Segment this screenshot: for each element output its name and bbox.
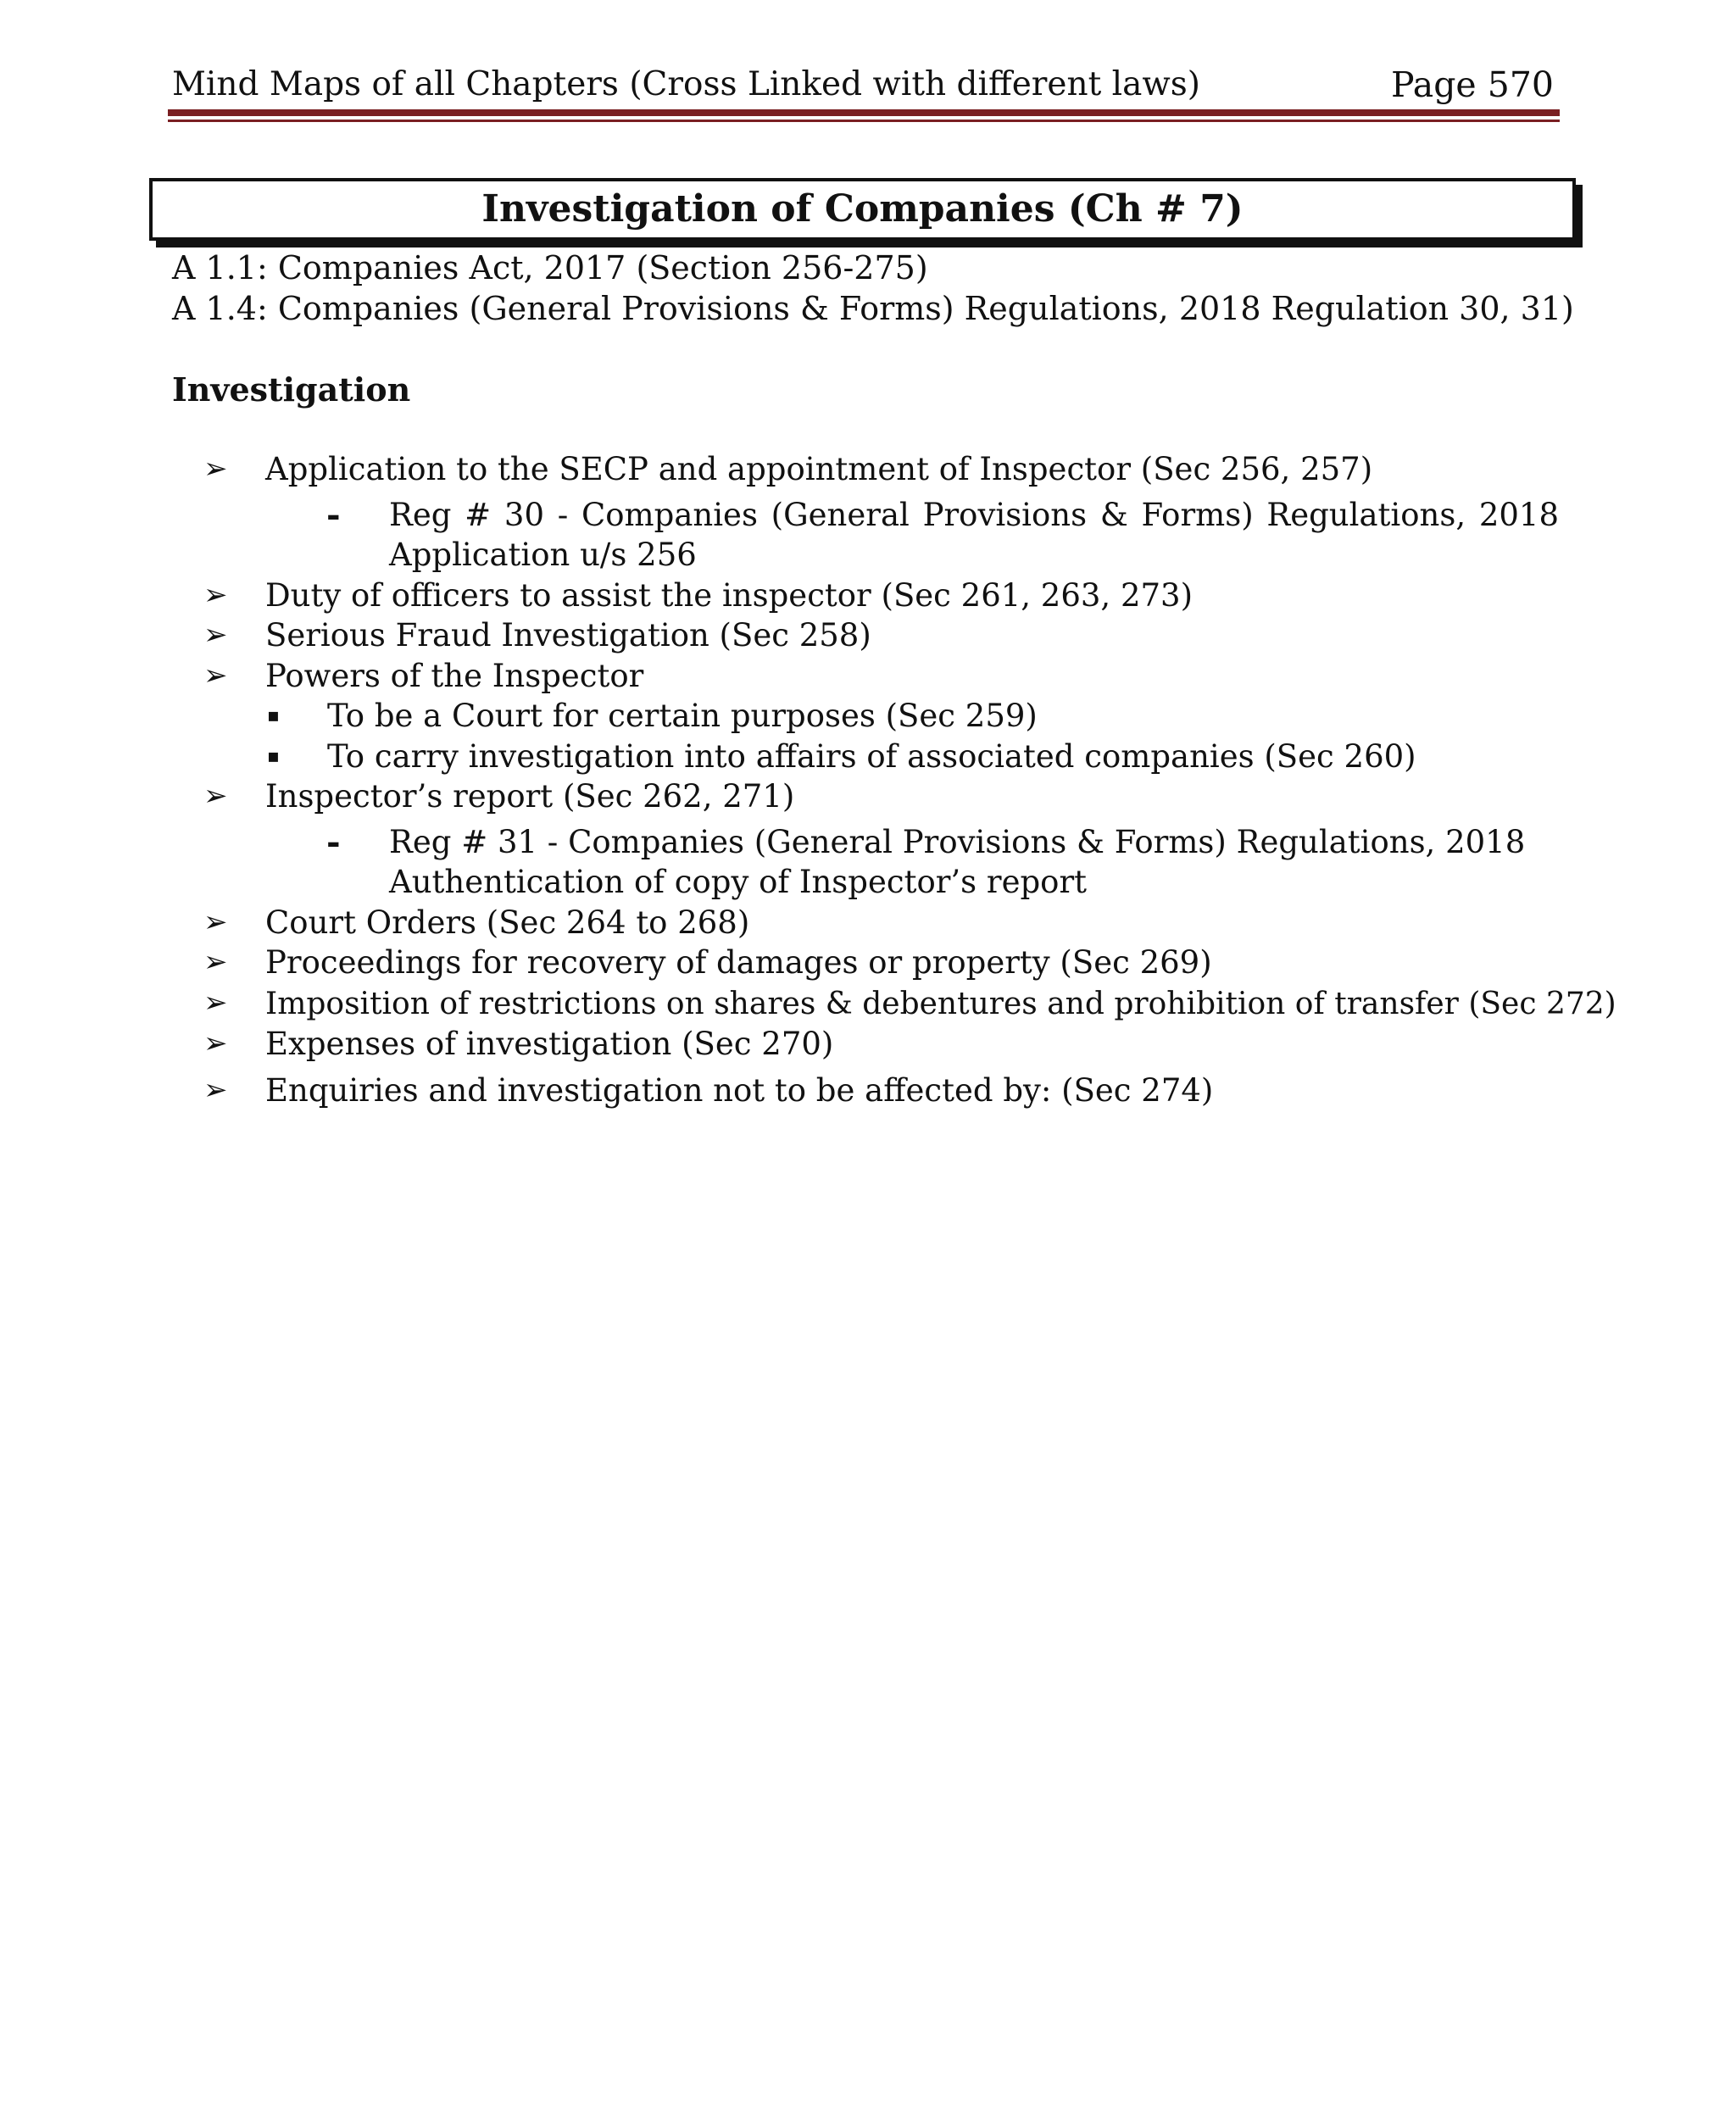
square-bullet-icon: ▪ [267, 705, 280, 726]
arrow-bullet-icon: ➢ [203, 452, 228, 486]
list-item-duty-of-officers [0, 576, 1736, 616]
sub-item-reg-31 [0, 822, 1736, 903]
list-item-inspector-report [0, 776, 1736, 817]
list-item-text: Powers of the Inspector [265, 657, 644, 694]
sub-item-text: To be a Court for certain purposes (Sec 259) [327, 698, 1038, 734]
chapter-title-box [149, 178, 1576, 241]
header-rule [168, 109, 1560, 122]
header-rule-thick [168, 109, 1560, 116]
sub-item-associated-companies [0, 737, 1736, 777]
page-number: Page 570 [1391, 64, 1554, 105]
list-item-text: Court Orders (Sec 264 to 268) [265, 904, 750, 941]
list-item-court-orders [0, 903, 1736, 943]
header-title: Mind Maps of all Chapters (Cross Linked with different laws) [172, 65, 1201, 103]
arrow-bullet-icon: ➢ [203, 1072, 228, 1107]
arrow-bullet-icon: ➢ [203, 618, 228, 652]
list-item-expenses [0, 1024, 1736, 1065]
list-item-text: Duty of officers to assist the inspector (Sec 261, 263, 273) [265, 576, 1194, 614]
list-item-text: Application to the SECP and appointment of Inspector (Sec 256, 257) [265, 451, 1373, 487]
list-item-enquiries [0, 1071, 1736, 1111]
list-item-text: Proceedings for recovery of damages or property (Sec 269) [265, 944, 1212, 981]
sub-item-text: Reg # 30 - Companies (General Provisions & Forms) Regulations, 2018 [389, 496, 1559, 533]
list-item-text: Serious Fraud Investigation (Sec 258) [265, 617, 871, 654]
arrow-bullet-icon: ➢ [203, 985, 228, 1020]
list-item-text: Inspector’s report (Sec 262, 271) [265, 778, 795, 815]
arrow-bullet-icon: ➢ [203, 945, 228, 979]
dash-bullet-icon: - [326, 821, 341, 862]
sub-item-text: Reg # 31 - Companies (General Provisions & Forms) Regulations, 2018 [389, 823, 1526, 860]
header-rule-thin [168, 120, 1560, 122]
section-heading: Investigation [172, 370, 411, 409]
list-item-text: Imposition of restrictions on shares & debentures and prohibition of transfer (Sec 272) [265, 986, 1616, 1021]
sub-item-text: To carry investigation into affairs of associated companies (Sec 260) [327, 737, 1416, 775]
list-item-restrictions [0, 983, 1736, 1025]
arrow-bullet-icon: ➢ [203, 779, 228, 813]
list-item-text: Expenses of investigation (Sec 270) [265, 1026, 834, 1062]
square-bullet-icon: ▪ [267, 745, 280, 767]
reference-regulations: A 1.4: Companies (General Provisions & Forms) Regulations, 2018 Regulation 30, 31) [172, 290, 1574, 327]
references [172, 248, 1574, 329]
sub-item-court [0, 696, 1736, 737]
page-header [172, 61, 1554, 112]
list-item-serious-fraud [0, 615, 1736, 656]
sub-item-text-continued: Authentication of copy of Inspector’s report [389, 864, 1088, 900]
arrow-bullet-icon: ➢ [203, 658, 228, 692]
arrow-bullet-icon: ➢ [203, 1026, 228, 1060]
sub-item-text-continued: Application u/s 256 [389, 537, 697, 573]
dash-bullet-icon: - [326, 494, 341, 535]
arrow-bullet-icon: ➢ [203, 577, 228, 612]
list-item-application [0, 449, 1736, 490]
chapter-title: Investigation of Companies (Ch # 7) [481, 187, 1244, 231]
investigation-list [0, 449, 1736, 1110]
arrow-bullet-icon: ➢ [203, 904, 228, 939]
sub-item-reg-30 [0, 495, 1736, 576]
list-item-proceedings [0, 943, 1736, 983]
list-item-text: Enquiries and investigation not to be affected by: (Sec 274) [265, 1071, 1214, 1109]
reference-companies-act: A 1.1: Companies Act, 2017 (Section 256-275) [172, 249, 928, 286]
list-item-powers [0, 656, 1736, 697]
